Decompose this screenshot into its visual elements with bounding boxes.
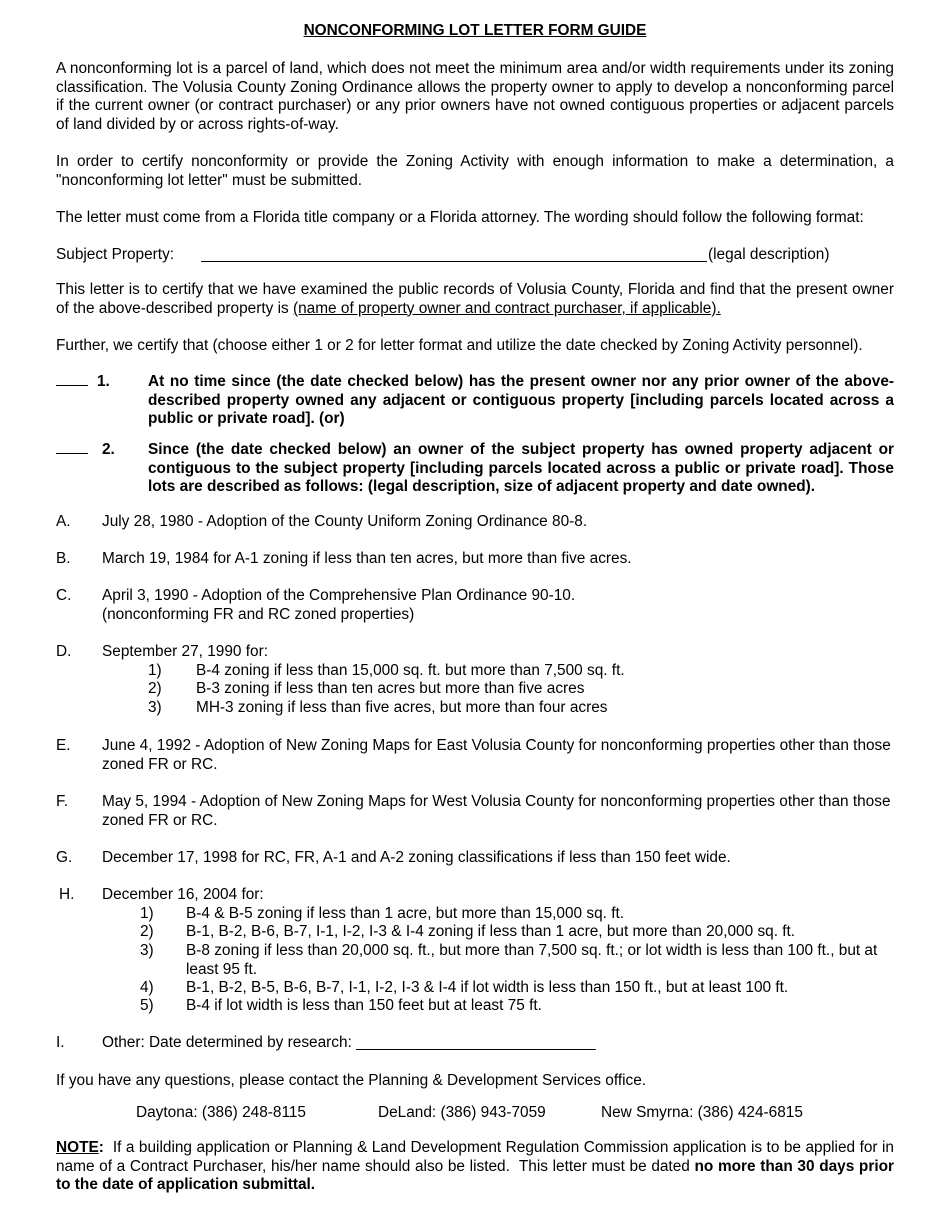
option-1-text: At no time since (the date checked below) has the present owner nor any prior owner of the above-described property owned any adjacent or contiguous property [including parcels located across a public or private road]. (or) [148, 373, 894, 428]
questions-paragraph: If you have any questions, please contact the Planning & Development Services office. [56, 1072, 647, 1089]
further-paragraph: Further, we certify that (choose either 1 or 2 for letter format and utilize the date checked by Zoning Activity personnel). [56, 337, 863, 354]
option-1 [56, 373, 894, 429]
note-label: NOTE [56, 1139, 99, 1156]
option-2-number: 2. [102, 441, 115, 458]
option-1-checkbox-line [56, 385, 88, 386]
date-item-c-line2: (nonconforming FR and RC zoned properties) [102, 606, 415, 623]
date-item-h-sub-5-num: 5) [140, 997, 154, 1014]
date-item-a-letter: A. [56, 513, 71, 530]
note-colon: : [98, 1139, 104, 1156]
date-item-h-text: December 16, 2004 for: [102, 886, 264, 903]
date-item-d-sub-2-text: B-3 zoning if less than ten acres but more than five acres [196, 680, 585, 697]
date-item-d-sub-1-num: 1) [148, 662, 162, 679]
option-2-checkbox-line [56, 453, 88, 454]
certify-statement-text: This letter is to certify that we have examined the public records of Volusia County, Florida and find that the present owner of the above-described property is [56, 281, 894, 317]
date-item-i-text: Other: Date determined by research: ____________________________ [102, 1034, 596, 1051]
note-deadline: no more than 30 days prior to the date of application submittal. [56, 1157, 894, 1194]
date-item-i-letter: I. [56, 1034, 65, 1051]
option-2-text: Since (the date checked below) an owner of the subject property has owned property adjacent or contiguous to the subject property [including parcels located across a public or private road]. Those lots are described as follows: (legal description, size of adjacent property and date owned). [148, 441, 894, 496]
subject-property-suffix: (legal description) [708, 246, 830, 263]
date-item-h-letter: H. [59, 886, 75, 903]
phone-new-smyrna: New Smyrna: (386) 424-6815 [601, 1104, 803, 1121]
date-item-c-line1: April 3, 1990 - Adoption of the Comprehensive Plan Ordinance 90-10. [102, 587, 576, 604]
date-item-g-text: December 17, 1998 for RC, FR, A-1 and A-2 zoning classifications if less than 150 feet wide. [102, 849, 731, 866]
date-item-h-sub-2-num: 2) [140, 923, 154, 940]
certify-statement [56, 281, 894, 318]
date-item-h-sub-5-text: B-4 if lot width is less than 150 feet but at least 75 ft. [186, 997, 542, 1014]
date-item-a-text: July 28, 1980 - Adoption of the County Uniform Zoning Ordinance 80-8. [102, 513, 588, 530]
date-item-b-text: March 19, 1984 for A-1 zoning if less than ten acres, but more than five acres. [102, 550, 632, 567]
date-item-d-sub-3-text: MH-3 zoning if less than five acres, but more than four acres [196, 699, 608, 716]
date-item-f-letter: F. [56, 793, 68, 810]
date-item-b-letter: B. [56, 550, 71, 567]
phone-daytona: Daytona: (386) 248-8115 [136, 1104, 306, 1121]
date-item-c-letter: C. [56, 587, 72, 604]
certify-paragraph: In order to certify nonconformity or provide the Zoning Activity with enough information to make a determination, a "nonconforming lot letter" must be submitted. [56, 153, 894, 189]
subject-property-blank [201, 246, 707, 262]
note-text: If a building application or Planning & Land Development Regulation Commission application is to be applied for in name of a Contract Purchaser, his/her name should also be listed. This letter must be dated [56, 1139, 899, 1175]
date-item-g-letter: G. [56, 849, 73, 866]
option-1-number: 1. [97, 373, 110, 390]
date-item-h-sub-2-text: B-1, B-2, B-6, B-7, I-1, I-2, I-3 & I-4 zoning if less than 1 acre, but more than 20,000 sq. ft. [186, 923, 796, 940]
phone-numbers [56, 1104, 894, 1124]
date-item-d-text: September 27, 1990 for: [102, 643, 268, 660]
certify-statement-owner: (name of property owner and contract purchaser, if applicable). [292, 299, 721, 317]
date-item-h-sub-1-text: B-4 & B-5 zoning if less than 1 acre, but more than 15,000 sq. ft. [186, 905, 625, 922]
date-item-d-sub-2-num: 2) [148, 680, 162, 697]
date-item-d-sub-3-num: 3) [148, 699, 162, 716]
intro-paragraph: A nonconforming lot is a parcel of land, which does not meet the minimum area and/or width requirements under its zoning classification. The Volusia County Zoning Ordinance allows the property owner to apply to develop a nonconforming parcel if the current owner (or contract purchaser) or any prior owners have not owned contiguous properties or adjacent parcels of land divided by or across rights-of-way. [56, 60, 894, 133]
date-item-f-text: May 5, 1994 - Adoption of New Zoning Maps for West Volusia County for nonconforming properties other than those zoned FR or RC. [102, 793, 891, 829]
date-item-h-sub-1-num: 1) [140, 905, 154, 922]
date-item-e-letter: E. [56, 737, 71, 754]
page-title: NONCONFORMING LOT LETTER FORM GUIDE [303, 22, 647, 39]
note-paragraph [56, 1139, 899, 1195]
subject-property-line [56, 246, 894, 266]
date-item-d-letter: D. [56, 643, 72, 660]
letter-source-paragraph: The letter must come from a Florida title company or a Florida attorney. The wording should follow the following format: [56, 209, 864, 226]
date-item-h-sub-4-text: B-1, B-2, B-5, B-6, B-7, I-1, I-2, I-3 & I-4 if lot width is less than 150 ft., but at least 100 ft. [186, 979, 789, 996]
date-item-h-sub-3-num: 3) [140, 942, 154, 959]
phone-deland: DeLand: (386) 943-7059 [378, 1104, 546, 1121]
date-item-e-text: June 4, 1992 - Adoption of New Zoning Maps for East Volusia County for nonconforming properties other than those zoned FR or RC. [102, 737, 891, 773]
date-item-h-sub-3-text: B-8 zoning if less than 20,000 sq. ft., but more than 7,500 sq. ft.; or lot width is less than 100 ft., but at least 95 ft. [186, 942, 878, 978]
date-item-d-sub-1-text: B-4 zoning if less than 15,000 sq. ft. but more than 7,500 sq. ft. [196, 662, 625, 679]
option-2 [56, 441, 894, 497]
date-item-h-sub-4-num: 4) [140, 979, 154, 996]
subject-property-label: Subject Property: [56, 246, 175, 263]
